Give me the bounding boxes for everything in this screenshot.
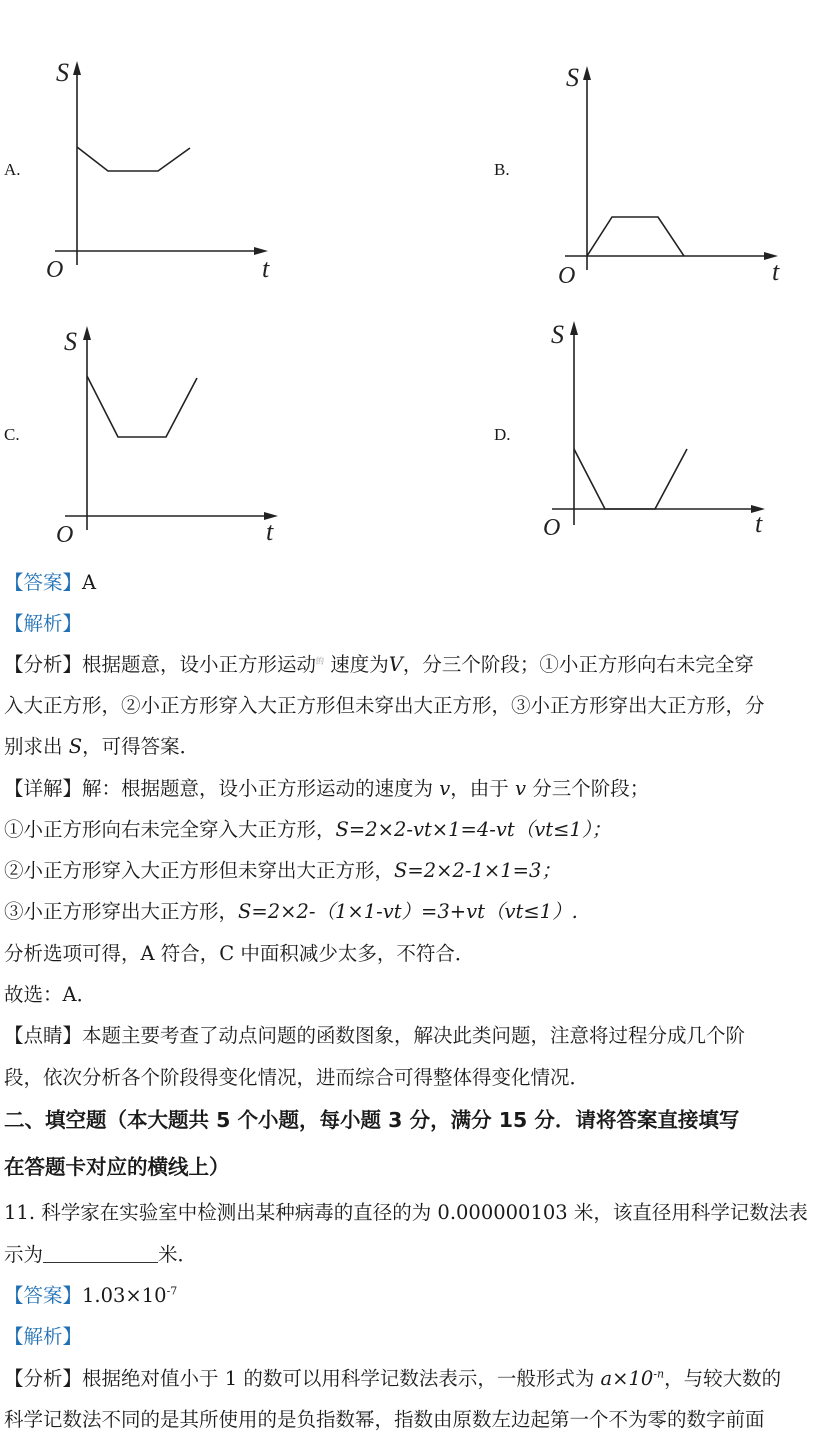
option-a-t: t [262, 254, 270, 283]
q11-answer: 【答案】$1.03\times 10^{-7}$ [4, 1284, 178, 1307]
option-a-graph [40, 55, 290, 290]
option-a-s: S [56, 58, 69, 87]
option-d-label: D. [494, 425, 511, 444]
option-c-label: C. [4, 425, 20, 444]
q10-summary: 分析选项可得，A 符合，C 中面积减少太多，不符合． [4, 942, 475, 965]
option-d-o: O [543, 515, 561, 541]
q10-xiangjie-line: 【详解】解：根据题意，设小正方形运动的速度为 v，由于 v 分三个阶段； [4, 777, 650, 800]
option-b-graph [550, 60, 800, 295]
option-c-o: O [56, 522, 74, 548]
q10-choice: 故选：A． [4, 983, 97, 1006]
option-a-o: O [46, 257, 64, 283]
option-b-label: B. [494, 160, 510, 179]
option-c-t: t [266, 517, 274, 546]
q10-step-3: ③小正方形穿出大正方形，S=2×2-（1×1-vt）=3+vt（vt≤1）. [4, 900, 578, 923]
q10-answer: 【答案】A [4, 571, 97, 594]
q10-step-2: ②小正方形穿入大正方形但未穿出大正方形，S=2×2-1×1=3； [4, 859, 561, 882]
option-a-label: A. [4, 160, 21, 179]
section-2-heading-2: 在答题卡对应的横线上） [4, 1155, 230, 1179]
q10-dianjing-line-2: 段，依次分析各个阶段得变化情况，进而综合可得整体得变化情况． [4, 1066, 590, 1089]
q11-line-1: 11. 科学家在实验室中检测出某种病毒的直径的为 0.000000103 米，该直径用科学记数法表 [4, 1201, 808, 1224]
option-d-t: t [755, 509, 763, 538]
option-c-graph [50, 320, 300, 555]
option-d-graph [537, 315, 787, 550]
q11-fenxi-line-1: 【分析】根据绝对值小于 1 的数可以用科学记数法表示，一般形式为 $a\times 10^{-n}$，与较大数的 [4, 1367, 782, 1390]
q10-dianjing-line-1: 【点睛】本题主要考查了动点问题的函数图象，解决此类问题，注意将过程分成几个阶 [4, 1024, 746, 1047]
q10-fenxi-line-3: 别求出 S，可得答案． [4, 735, 200, 758]
q11-line-2: 示为 米． [4, 1243, 198, 1266]
q11-analysis-tag: 【解析】 [4, 1325, 83, 1348]
q11-answer-blank [43, 1244, 158, 1263]
q10-step-1: ①小正方形向右未完全穿入大正方形，S=2×2-vt×1=4-vt（vt≤1）； [4, 818, 612, 841]
option-b-t: t [772, 257, 780, 286]
option-d-s: S [551, 320, 564, 349]
option-b-s: S [566, 63, 579, 92]
q11-fenxi-line-2: 科学记数法不同的是其所使用的是负指数幂，指数由原数左边起第一个不为零的数字前面 [4, 1408, 765, 1431]
option-c-s: S [64, 327, 77, 356]
q10-analysis-tag: 【解析】 [4, 612, 83, 635]
q10-fenxi-line-1: 【分析】根据题意，设小正方形运动$^的$ 速度为V，分三个阶段；①小正方形向右未完全穿 [4, 653, 754, 676]
section-2-heading-1: 二、填空题（本大题共 5 个小题，每小题 3 分，满分 15 分．请将答案直接填写 [4, 1108, 740, 1132]
q10-fenxi-line-2: 入大正方形，②小正方形穿入大正方形但未穿出大正方形，③小正方形穿出大正方形，分 [4, 694, 765, 717]
option-b-o: O [558, 263, 576, 289]
